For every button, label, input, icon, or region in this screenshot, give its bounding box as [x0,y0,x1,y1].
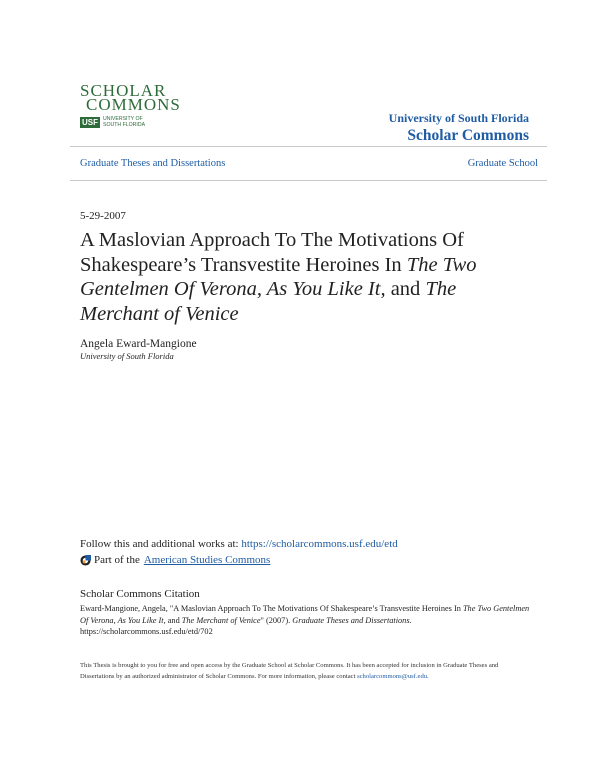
scholar-commons-logo [80,81,181,140]
logo-usf-block [80,117,160,128]
follow-line [80,538,398,550]
nav-theses-link[interactable]: Graduate Theses and Dissertations [80,158,226,169]
footer-text: This Thesis is brought to you for free and open access by the Graduate School at Scholar Commons. It has been accepted for inclusion in Graduate Theses and Dissertations by an authorized administrator of Scholar Commons. For more information, please contact [80,662,499,680]
document-title [80,228,510,326]
cit-italic3: Graduate Theses and Dissertations. [292,615,412,625]
institution-name[interactable]: University of South Florida [388,111,529,125]
citation-heading: Scholar Commons Citation [80,588,200,600]
title-italic2: The Merchant of Venice [80,278,457,325]
cit-text2: , and [163,615,182,625]
logo-sub1: UNIVERSITY OF [103,116,143,122]
creative-commons-icon [80,555,91,566]
contact-email-link[interactable]: scholarcommons@usf.edu [357,673,428,680]
logo-sub2: SOUTH FLORIDA [103,121,146,128]
author-name: Angela Eward-Mangione [80,338,197,350]
title-italic1: The Two Gentelmen Of Verona, As You Like It, [80,253,477,300]
logo-line-commons: COMMONS [86,95,181,114]
logo-usf-badge: USF [82,118,98,127]
access-statement [80,660,530,682]
part-of-line [80,554,270,566]
author-affiliation: University of South Florida [80,351,174,361]
title-part1: A Maslovian Approach To The Motivations Of Shakespeare’s Transvestite Heroines In [80,229,464,276]
cit-italic1: The Two Gentelmen Of Verona, As You Like It [80,604,530,625]
cit-text3: " (2007). [260,615,293,625]
cit-text1: Eward-Mangione, Angela, "A Maslovian Approach To The Motivations Of Shakespeare’s Transvestite Heroines In [80,604,463,613]
header-divider-bottom [70,180,547,181]
title-and: and [385,278,426,300]
american-studies-link[interactable]: American Studies Commons [143,554,271,566]
follow-link[interactable]: https://scholarcommons.usf.edu/etd [241,538,398,550]
follow-prefix: Follow this and additional works at: [80,538,242,550]
repository-name[interactable]: Scholar Commons [407,127,529,144]
logo-usf-subtext [103,117,145,128]
publication-date: 5-29-2007 [80,210,126,222]
footer-end: . [427,673,429,680]
header-divider-top [70,146,547,147]
citation-text [80,603,535,638]
logo-line-scholar: SCHOLAR [80,81,167,100]
institution-header [389,111,529,145]
nav-graduate-school-link[interactable]: Graduate School [467,158,538,169]
cit-italic2: The Merchant of Venice [181,615,261,625]
part-of-prefix: Part of the [94,554,140,566]
cit-text4: https://scholarcommons.usf.edu/etd/702 [80,627,213,636]
